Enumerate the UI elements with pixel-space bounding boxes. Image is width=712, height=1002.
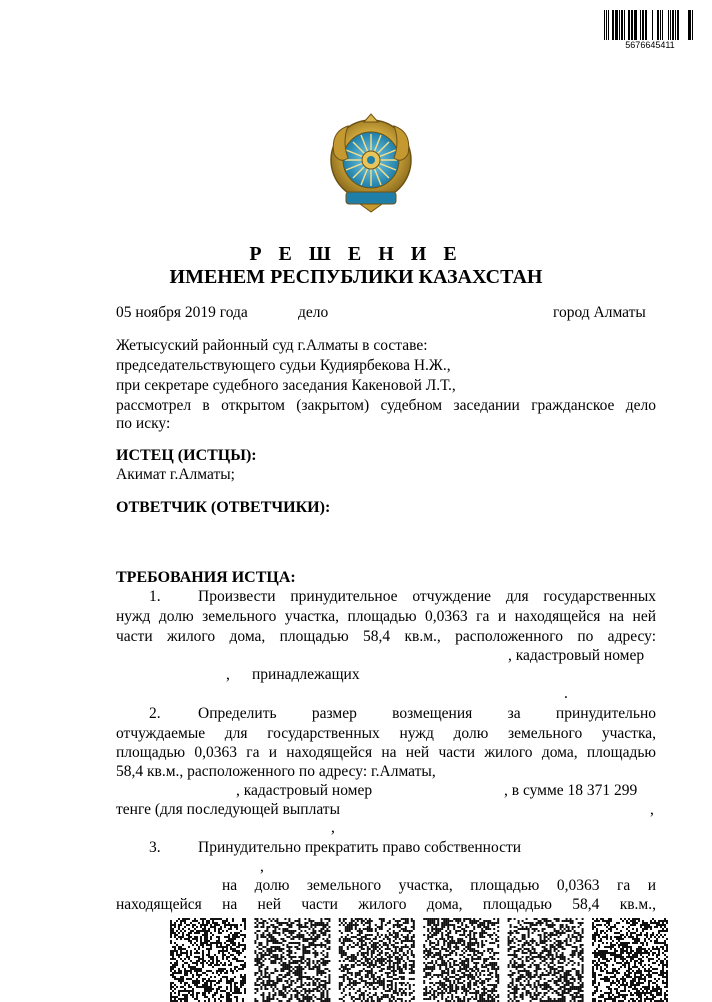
defendant-heading: ОТВЕТЧИК (ОТВЕТЧИКИ): <box>116 499 331 516</box>
barcode-number: 5676645411 <box>625 40 675 50</box>
claim-2-line: Определить размер возмещения за принудительно <box>198 705 656 722</box>
claims-heading: ТРЕБОВАНИЯ ИСТЦА: <box>116 569 296 586</box>
decision-date: 05 ноября 2019 года <box>116 304 248 321</box>
qr-code <box>508 918 584 1002</box>
claim-2-amount: , в сумме 18 371 299 <box>504 782 638 799</box>
plaintiff-name: Акимат г.Алматы; <box>116 466 235 483</box>
case-label: дело <box>298 304 329 321</box>
document-subtitle: ИМЕНЕМ РЕСПУБЛИКИ КАЗАХСТАН <box>169 266 543 288</box>
qr-code <box>170 918 246 1002</box>
claim-2-line: отчуждаемые для государственных нужд долю земельного участка, <box>116 725 656 742</box>
state-emblem <box>326 112 416 214</box>
claim-3-number: 3. <box>149 839 161 856</box>
claim-2-number: 2. <box>149 705 161 722</box>
claim-3-line: Принудительно прекратить право собственности <box>198 839 522 856</box>
claim-2-cadastral: , кадастровый номер <box>236 782 373 799</box>
claim-2-payment: тенге (для последующей выплаты <box>116 801 340 818</box>
court-secretary: при секретаре судебного заседания Какеновой Л.Т., <box>116 377 456 394</box>
barcode <box>604 10 696 40</box>
qr-code <box>339 918 415 1002</box>
qr-code-strip <box>170 918 668 1002</box>
claim-1-owners: принадлежащих <box>252 666 360 683</box>
claim-3-line: на долю земельного участка, площадью 0,0363 га и <box>222 877 656 894</box>
qr-code <box>254 918 330 1002</box>
claim-2-comma: , <box>650 801 654 818</box>
hearing-statement: рассмотрел в открытом (закрытом) судебном заседании гражданское дело <box>116 397 656 414</box>
claim-1-line: части жилого дома, площадью 58,4 кв.м., расположенного по адресу: <box>116 628 656 645</box>
claim-intro: по иску: <box>116 415 171 432</box>
claim-1-end: . <box>564 685 568 702</box>
claim-2-end: , <box>331 819 335 836</box>
claim-2-line: 58,4 кв.м., расположенного по адресу: г.Алматы, <box>116 763 436 780</box>
claim-1-number: 1. <box>149 588 161 605</box>
claim-1-cadastral: , кадастровый номер <box>508 647 645 664</box>
plaintiff-heading: ИСТЕЦ (ИСТЦЫ): <box>116 447 257 464</box>
presiding-judge: председательствующего судьи Кудиярбекова Н.Ж., <box>116 357 451 374</box>
qr-code <box>592 918 668 1002</box>
claim-1-line: Произвести принудительное отчуждение для государственных <box>198 588 656 605</box>
qr-code <box>423 918 499 1002</box>
document-title: Р Е Ш Е Н И Е <box>249 243 463 265</box>
city: город Алматы <box>553 304 646 321</box>
claim-2-line: площадью 0,0363 га и находящейся на ней части жилого дома, площадью <box>116 744 656 761</box>
claim-3-line: находящейся на ней части жилого дома, площадью 58,4 кв.м., <box>116 896 656 913</box>
claim-1-comma: , <box>226 666 230 683</box>
court-composition: Жетысуский районный суд г.Алматы в составе: <box>116 337 428 354</box>
claim-1-line: нужд долю земельного участка, площадью 0,0363 га и находящейся на ней <box>116 608 656 625</box>
claim-3-comma: , <box>260 858 264 875</box>
